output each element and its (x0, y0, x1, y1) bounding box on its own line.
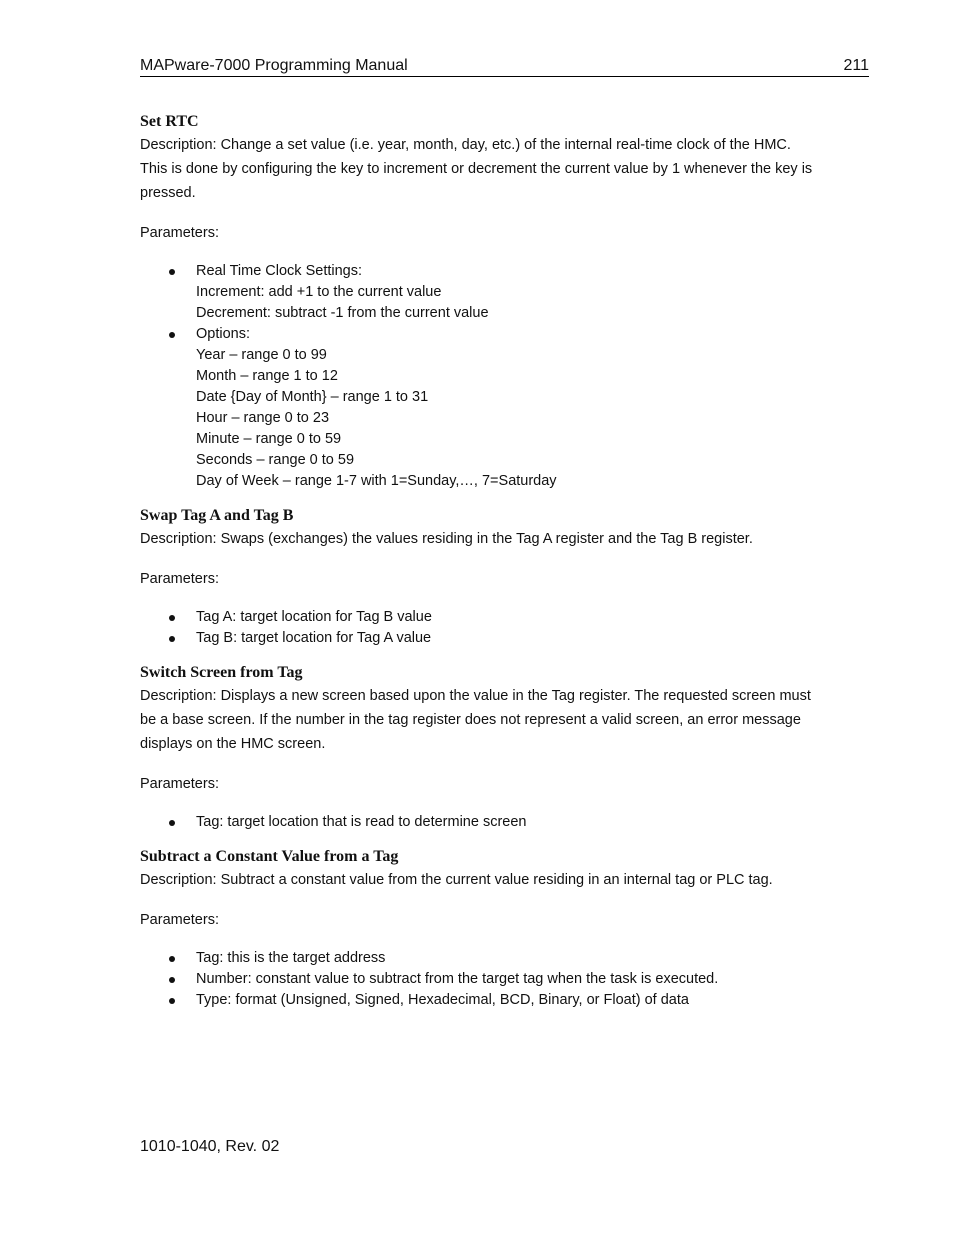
bullet-icon (169, 977, 175, 983)
list-item (140, 969, 820, 990)
list-item (140, 607, 820, 628)
parameters-list (140, 607, 820, 649)
section-heading: Set RTC (140, 113, 199, 130)
bullet-icon (169, 820, 175, 826)
list-item-text: Tag: this is the target address (196, 950, 386, 966)
bullet-icon (169, 636, 175, 642)
bullet-icon (169, 956, 175, 962)
parameters-label: Parameters: (140, 912, 219, 928)
manual-title: MAPware-7000 Programming Manual (140, 57, 408, 74)
list-item-text: Increment: add +1 to the current value (196, 284, 442, 300)
section-heading: Subtract a Constant Value from a Tag (140, 848, 399, 865)
parameters-label: Parameters: (140, 225, 219, 241)
parameters-list (140, 261, 820, 492)
bullet-icon (169, 998, 175, 1004)
list-item-text: Tag: target location that is read to determine screen (196, 814, 527, 830)
list-item (140, 628, 820, 649)
section-set-rtc (140, 112, 820, 492)
list-item-text: Real Time Clock Settings: (196, 263, 363, 279)
list-item-text: Day of Week – range 1-7 with 1=Sunday,…, 7=Saturday (196, 473, 557, 489)
section-switch-screen (140, 663, 820, 833)
page-number: 211 (843, 57, 869, 74)
list-item-text: Options: (196, 326, 250, 342)
parameters-label: Parameters: (140, 776, 219, 792)
section-description: Description: Subtract a constant value from the current value residing in an internal tag or PLC tag. (140, 872, 773, 888)
bullet-icon (169, 332, 175, 338)
list-item-text: Year – range 0 to 99 (196, 347, 327, 363)
list-item-text: Tag B: target location for Tag A value (196, 630, 432, 646)
document-revision: 1010-1040, Rev. 02 (140, 1138, 280, 1155)
section-description: Description: Swaps (exchanges) the values residing in the Tag A register and the Tag B register. (140, 531, 753, 547)
section-heading: Switch Screen from Tag (140, 664, 303, 681)
list-item (140, 948, 820, 969)
list-item (140, 990, 820, 1011)
section-description: Description: Change a set value (i.e. year, month, day, etc.) of the internal real-time clock of the HMC. This is done by configuring the key to increment or decrement the current value by 1 whenever the key is pressed. (140, 137, 813, 201)
page-header (140, 56, 869, 77)
bullet-icon (169, 615, 175, 621)
list-item-text: Date {Day of Month} – range 1 to 31 (196, 389, 429, 405)
page-content (140, 112, 820, 1011)
parameters-label: Parameters: (140, 571, 219, 587)
list-item (140, 261, 820, 324)
list-item-text: Type: format (Unsigned, Signed, Hexadecimal, BCD, Binary, or Float) of data (196, 992, 689, 1008)
list-item-text: Seconds – range 0 to 59 (196, 452, 355, 468)
page-footer (140, 1136, 279, 1158)
parameters-list (140, 948, 820, 1011)
section-subtract-constant (140, 847, 820, 1011)
list-item-text: Month – range 1 to 12 (196, 368, 338, 384)
list-item-text: Minute – range 0 to 59 (196, 431, 342, 447)
parameters-list (140, 812, 820, 833)
list-item-text: Decrement: subtract -1 from the current value (196, 305, 489, 321)
list-item-text: Tag A: target location for Tag B value (196, 609, 432, 625)
list-item-text: Number: constant value to subtract from the target tag when the task is executed. (196, 971, 719, 987)
list-item (140, 812, 820, 833)
section-description: Description: Displays a new screen based upon the value in the Tag register. The requested screen must be a base screen. If the number in the tag register does not represent a valid screen, an error message displays on the HMC screen. (140, 688, 811, 752)
list-item-text: Hour – range 0 to 23 (196, 410, 330, 426)
bullet-icon (169, 269, 175, 275)
list-item (140, 324, 820, 492)
section-heading: Swap Tag A and Tag B (140, 507, 294, 524)
section-swap-tag (140, 506, 820, 649)
